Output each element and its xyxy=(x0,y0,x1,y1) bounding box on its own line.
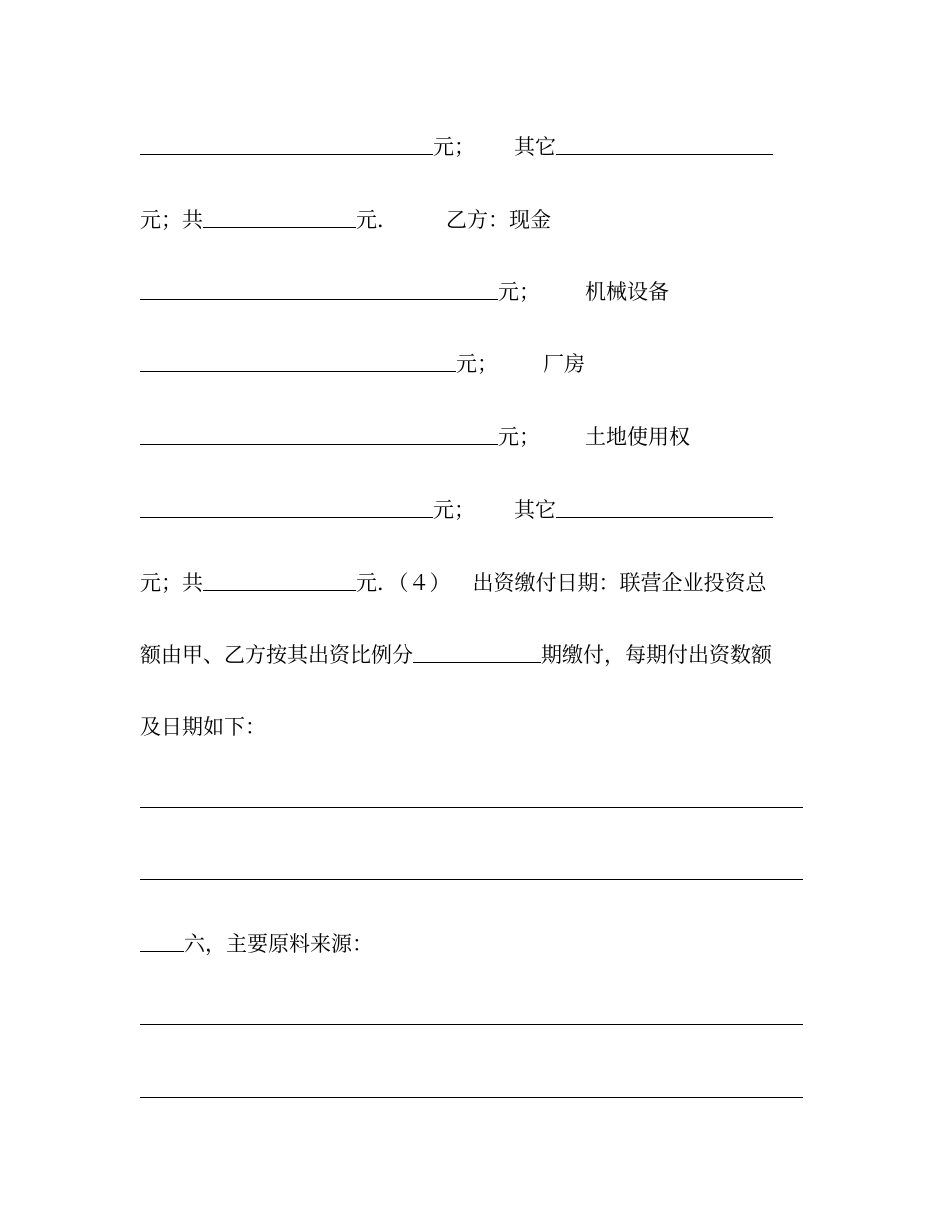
line-total-and-payment-date xyxy=(140,564,767,594)
label-party-b-cash: 乙方：现金 xyxy=(446,208,551,232)
blank-line-full[interactable] xyxy=(140,1097,803,1098)
line-other-1 xyxy=(140,128,773,158)
blank-line-full[interactable] xyxy=(140,879,803,880)
label-factory: 厂房 xyxy=(543,352,585,376)
blank-field[interactable] xyxy=(203,590,356,591)
blank-field[interactable] xyxy=(140,444,498,445)
blank-field[interactable] xyxy=(556,154,773,155)
line-total-and-cash xyxy=(140,201,551,231)
section-six-heading xyxy=(140,925,373,955)
blank-field[interactable] xyxy=(203,227,356,228)
unit-text: 元．（４） xyxy=(356,571,451,595)
unit-text: 元； xyxy=(433,498,475,522)
line-dates-follow xyxy=(140,708,266,738)
installment-text-b: 期缴付，每期付出资数额 xyxy=(541,643,772,667)
blank-line-full[interactable] xyxy=(140,807,803,808)
label-other: 其它 xyxy=(514,498,556,522)
dates-follow-text: 及日期如下： xyxy=(140,715,266,739)
unit-text: 元； xyxy=(456,352,498,376)
unit-text: 元； xyxy=(498,280,540,304)
installment-text-a: 额由甲、乙方按其出资比例分 xyxy=(140,643,413,667)
blank-line-full[interactable] xyxy=(140,1024,803,1025)
section-six-text: 六，主要原料来源： xyxy=(184,932,373,956)
unit-total-text: 元；共 xyxy=(140,208,203,232)
blank-field[interactable] xyxy=(140,517,433,518)
blank-field[interactable] xyxy=(140,371,456,372)
unit-text: 元； xyxy=(433,135,475,159)
blank-field[interactable] xyxy=(556,517,773,518)
blank-field[interactable] xyxy=(413,662,541,663)
label-land-use-right: 土地使用权 xyxy=(585,425,690,449)
label-machinery: 机械设备 xyxy=(585,280,669,304)
blank-field[interactable] xyxy=(140,951,184,952)
label-payment-date: 出资缴付日期：联营企业投资总 xyxy=(472,571,767,595)
line-land-use-right xyxy=(140,418,690,448)
line-other-2 xyxy=(140,491,773,521)
line-machinery xyxy=(140,273,669,303)
unit-text: 元； xyxy=(498,425,540,449)
line-factory xyxy=(140,345,585,375)
label-other: 其它 xyxy=(514,135,556,159)
unit-total-text: 元；共 xyxy=(140,571,203,595)
blank-field[interactable] xyxy=(140,299,498,300)
unit-text: 元． xyxy=(356,208,398,232)
blank-field[interactable] xyxy=(140,154,433,155)
line-installments xyxy=(140,636,772,666)
